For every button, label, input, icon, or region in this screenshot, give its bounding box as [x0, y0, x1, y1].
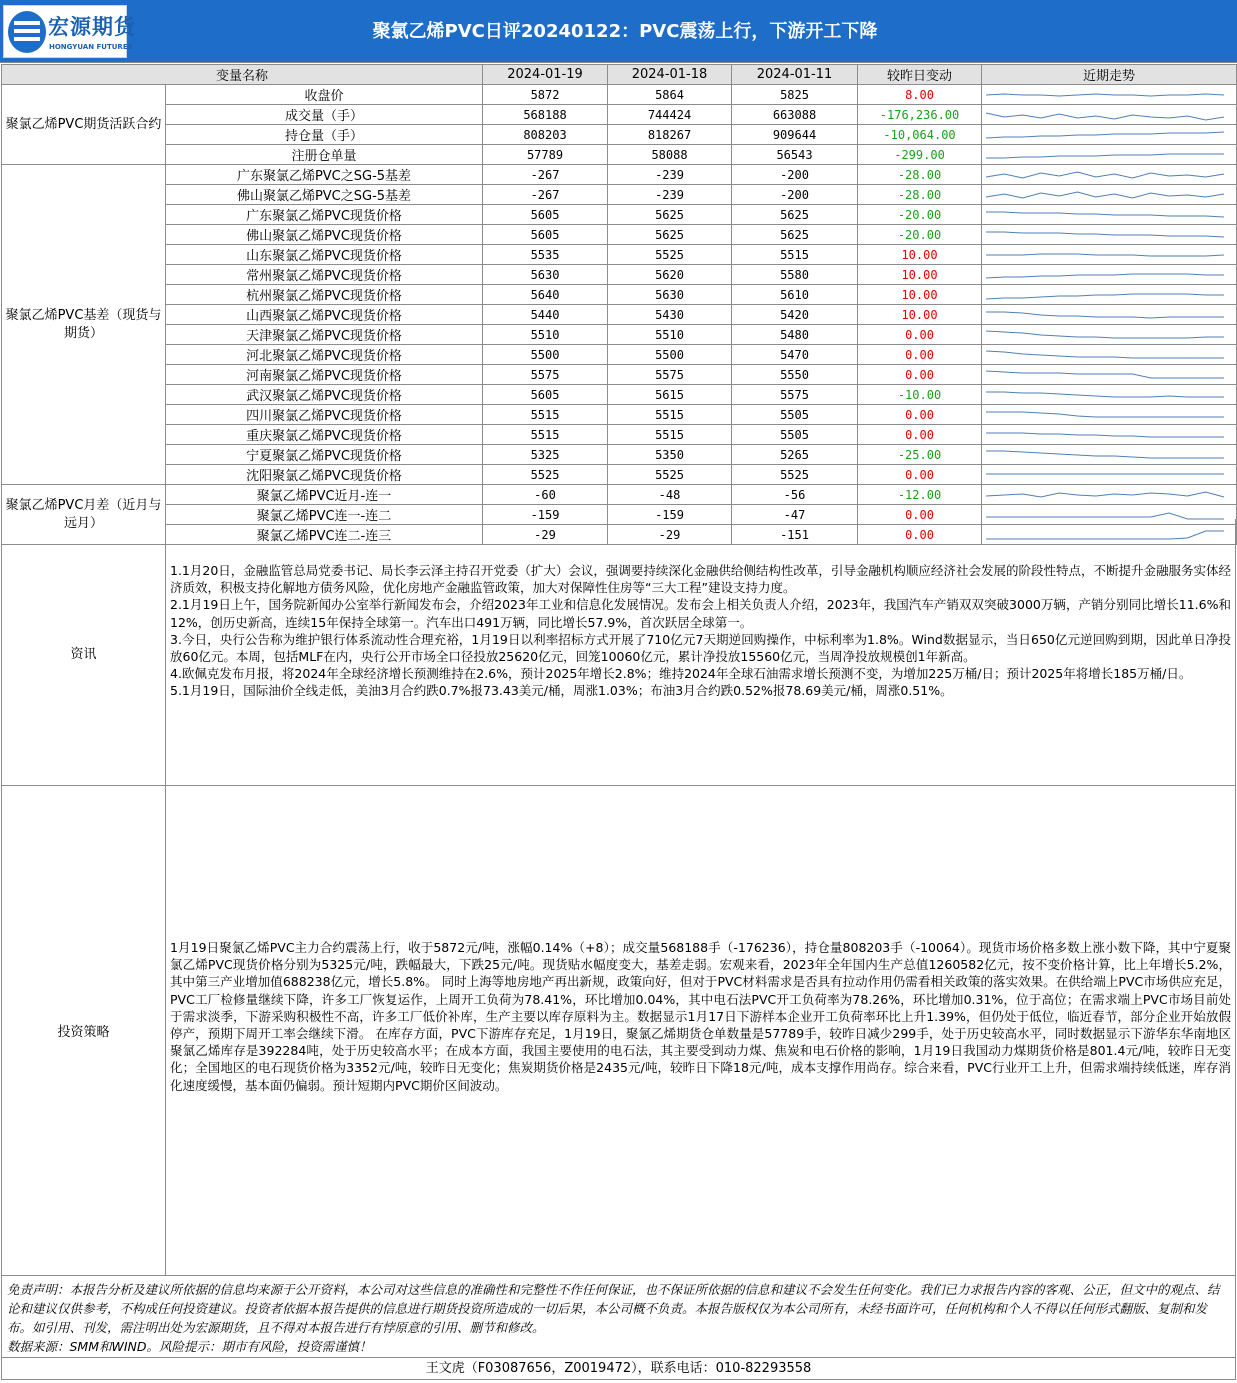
table-row [2, 205, 1237, 225]
variable-name: 注册仓单量 [166, 145, 483, 165]
value-date-3: 5625 [732, 225, 858, 245]
variable-name: 聚氯乙烯PVC连二-连三 [166, 525, 483, 545]
value-date-2: -239 [608, 185, 732, 205]
variable-name: 天津聚氯乙烯PVC现货价格 [166, 325, 483, 345]
trend-sparkline [982, 185, 1237, 205]
daily-change: 0.00 [858, 525, 982, 545]
value-date-3: 5265 [732, 445, 858, 465]
logo-name: 宏源期货 [48, 15, 136, 39]
daily-change: 0.00 [858, 325, 982, 345]
table-row [2, 85, 1237, 105]
sparkline-icon [982, 286, 1226, 304]
value-date-1: -60 [483, 485, 608, 505]
value-date-1: 5575 [483, 365, 608, 385]
value-date-2: 5575 [608, 365, 732, 385]
value-date-3: -47 [732, 505, 858, 525]
daily-change: -10.00 [858, 385, 982, 405]
value-date-1: -159 [483, 505, 608, 525]
trend-sparkline [982, 445, 1237, 465]
variable-name: 聚氯乙烯PVC连一-连二 [166, 505, 483, 525]
news-section [1, 519, 1236, 786]
value-date-3: 663088 [732, 105, 858, 125]
sparkline-icon [982, 466, 1226, 484]
table-row [2, 185, 1237, 205]
daily-change: -12.00 [858, 485, 982, 505]
sparkline-icon [982, 86, 1226, 104]
value-date-2: 5864 [608, 85, 732, 105]
value-date-3: -151 [732, 525, 858, 545]
category-label: 聚氯乙烯PVC期货活跃合约 [2, 85, 166, 165]
variable-name: 佛山聚氯乙烯PVC之SG-5基差 [166, 185, 483, 205]
column-header-trend: 近期走势 [982, 65, 1237, 85]
news-body [170, 562, 1231, 700]
value-date-1: 5640 [483, 285, 608, 305]
variable-name: 聚氯乙烯PVC近月-连一 [166, 485, 483, 505]
table-row [2, 165, 1237, 185]
value-date-3: -56 [732, 485, 858, 505]
value-date-3: 5825 [732, 85, 858, 105]
value-date-2: 5525 [608, 245, 732, 265]
value-date-3: -200 [732, 165, 858, 185]
value-date-2: 5525 [608, 465, 732, 485]
daily-change: 10.00 [858, 265, 982, 285]
daily-change: -176,236.00 [858, 105, 982, 125]
trend-sparkline [982, 125, 1237, 145]
data-table [1, 64, 1237, 545]
column-header-date-1: 2024-01-19 [483, 65, 608, 85]
value-date-1: 5515 [483, 425, 608, 445]
value-date-1: 57789 [483, 145, 608, 165]
trend-sparkline [982, 165, 1237, 185]
sparkline-icon [982, 406, 1226, 424]
value-date-2: -159 [608, 505, 732, 525]
trend-sparkline [982, 385, 1237, 405]
daily-change: 10.00 [858, 245, 982, 265]
table-row [2, 265, 1237, 285]
news-item: 4.欧佩克发布月报，将2024年全球经济增长预测维持在2.6%，预计2025年增长2.8%；维持2024年全球石油需求增长预测不变，为增加225万桶/日；预计2025年将增长185万桶/日。 [170, 666, 1192, 682]
value-date-1: 5500 [483, 345, 608, 365]
value-date-3: 5610 [732, 285, 858, 305]
value-date-2: 5625 [608, 225, 732, 245]
trend-sparkline [982, 425, 1237, 445]
variable-name: 常州聚氯乙烯PVC现货价格 [166, 265, 483, 285]
news-label: 资讯 [2, 519, 166, 785]
daily-change: 0.00 [858, 405, 982, 425]
value-date-2: 818267 [608, 125, 732, 145]
value-date-2: 5430 [608, 305, 732, 325]
value-date-2: -239 [608, 165, 732, 185]
sparkline-icon [982, 206, 1226, 224]
value-date-2: 58088 [608, 145, 732, 165]
sparkline-icon [982, 386, 1226, 404]
trend-sparkline [982, 285, 1237, 305]
table-row [2, 485, 1237, 505]
variable-name: 河南聚氯乙烯PVC现货价格 [166, 365, 483, 385]
table-row [2, 325, 1237, 345]
daily-change: -25.00 [858, 445, 982, 465]
value-date-1: -29 [483, 525, 608, 545]
value-date-3: 5505 [732, 425, 858, 445]
sparkline-icon [982, 166, 1226, 184]
table-row [2, 405, 1237, 425]
value-date-3: 5525 [732, 465, 858, 485]
column-header-variable: 变量名称 [2, 65, 483, 85]
trend-sparkline [982, 405, 1237, 425]
value-date-3: 56543 [732, 145, 858, 165]
table-row [2, 445, 1237, 465]
daily-change: -10,064.00 [858, 125, 982, 145]
sparkline-icon [982, 446, 1226, 464]
variable-name: 杭州聚氯乙烯PVC现货价格 [166, 285, 483, 305]
value-date-3: 5470 [732, 345, 858, 365]
value-date-3: 5515 [732, 245, 858, 265]
table-row [2, 105, 1237, 125]
logo-subtitle: HONGYUAN FUTURES [49, 43, 133, 51]
strategy-label: 投资策略 [2, 786, 166, 1275]
variable-name: 成交量（手） [166, 105, 483, 125]
value-date-1: 5605 [483, 205, 608, 225]
value-date-1: 5325 [483, 445, 608, 465]
variable-name: 佛山聚氯乙烯PVC现货价格 [166, 225, 483, 245]
value-date-3: 5625 [732, 205, 858, 225]
daily-change: -28.00 [858, 185, 982, 205]
category-label: 聚氯乙烯PVC月差（近月与远月） [2, 485, 166, 545]
value-date-1: 5630 [483, 265, 608, 285]
value-date-3: 5505 [732, 405, 858, 425]
value-date-1: -267 [483, 165, 608, 185]
value-date-2: 5500 [608, 345, 732, 365]
variable-name: 沈阳聚氯乙烯PVC现货价格 [166, 465, 483, 485]
daily-change: 10.00 [858, 305, 982, 325]
variable-name: 武汉聚氯乙烯PVC现货价格 [166, 385, 483, 405]
daily-change: 0.00 [858, 465, 982, 485]
daily-change: -20.00 [858, 205, 982, 225]
variable-name: 持仓量（手） [166, 125, 483, 145]
news-item: 1.1月20日，金融监管总局党委书记、局长李云泽主持召开党委（扩大）会议，强调要持续深化金融供给侧结构性改革，引导金融机构顺应经济社会发展的阶段性特点，不断提升金融服务实体经济质效，积极支持化解地方债务风险，优化房地产金融监管政策，加大对保障性住房等“三大工程”建设支持力度。 [170, 563, 1231, 596]
value-date-1: 5872 [483, 85, 608, 105]
daily-change: -28.00 [858, 165, 982, 185]
daily-change: -20.00 [858, 225, 982, 245]
trend-sparkline [982, 245, 1237, 265]
value-date-2: 5515 [608, 425, 732, 445]
value-date-2: 5515 [608, 405, 732, 425]
trend-sparkline [982, 225, 1237, 245]
news-item: 3.今日，央行公告称为维护银行体系流动性合理充裕，1月19日以利率招标方式开展了710亿元7天期逆回购操作，中标利率为1.8%。Wind数据显示，当日650亿元逆回购到期，因此单日净投放60亿元。本周，包括MLF在内，央行公开市场全口径投放25620亿元，回笼10060亿元，累计净投放15560亿元，当周净投放规模创1年新高。 [170, 631, 1231, 665]
trend-sparkline [982, 485, 1237, 505]
value-date-1: 5535 [483, 245, 608, 265]
strategy-body: 1月19日聚氯乙烯PVC主力合约震荡上行，收于5872元/吨，涨幅0.14%（+8）；成交量568188手（-176236），持仓量808203手（-10064）。现货市场价格多数上涨小数下降，其中宁夏聚氯乙烯PVC现货价格分别为5325元/吨，跌幅最大，下跌25元/吨。现货贴水幅度变大，基差走弱。宏观来看，2023年全年国内生产总值1260582亿元，按不变价格计算，比上年增长5.2%，其中第三产业增加值688238亿元，增长5.8%。 同时上海等地房地产再出新规，政策向好，但对于PVC材料需求是否具有拉动作用仍需看相关政策的落实效果。在供给端上PVC市场供应充足，PVC工厂检修量继续下降，许多工厂恢复运作，上周开工负荷为78.41%，环比增加0.04%，其中电石法PVC开工负荷率为78.26%，环比增加0.31%，位于高位；在需求端上PVC市场目前处于需求淡季，下游采购积极性不高，许多工厂低价补库，生产主要以库存原料为主。数据显示1月17日下游样本企业开工负荷率环比上升1.39%，但仍处于低位，临近春节，部分企业开始放假停产，预期下周开工率会继续下滑。 在库存方面，PVC下游库存充足，1月19日，聚氯乙烯期货仓单数量是57789手，较昨日减少299手，处于历史较高水平，同时数据显示下游华东华南地区聚氯乙烯库存是392284吨，处于历史较高水平；在成本方面，我国主要使用的电石法，其主要受到动力煤、焦炭和电石价格的影响，1月19日我国动力煤期货价格是801.4元/吨，较昨日无变化；全国地区的电石现货价格为3352元/吨，较昨日无变化；焦炭期货价格是2435元/吨，较昨日下降18元/吨，成本支撑作用尚存。综合来看，PVC行业开工上升，但需求端持续低迷，库存消化速度缓慢，基本面仍偏弱。预计短期内PVC期价区间波动。 [170, 940, 1231, 1093]
trend-sparkline [982, 325, 1237, 345]
table-row [2, 305, 1237, 325]
news-item: 5.1月19日，国际油价全线走低，美油3月合约跌0.7%报73.43美元/桶，周涨1.03%；布油3月合约跌0.52%报78.69美元/桶，周涨0.51%。 [170, 683, 953, 699]
daily-change: 10.00 [858, 285, 982, 305]
table-row [2, 385, 1237, 405]
sparkline-icon [982, 126, 1226, 144]
strategy-section [1, 786, 1236, 1276]
daily-change: 0.00 [858, 425, 982, 445]
column-header-change: 较昨日变动 [858, 65, 982, 85]
sparkline-icon [982, 106, 1226, 124]
daily-change: 8.00 [858, 85, 982, 105]
variable-name: 收盘价 [166, 85, 483, 105]
trend-sparkline [982, 145, 1237, 165]
table-row [2, 365, 1237, 385]
sparkline-icon [982, 266, 1226, 284]
news-item: 2.1月19日上午，国务院新闻办公室举行新闻发布会，介绍2023年工业和信息化发展情况。发布会上相关负责人介绍，2023年，我国汽车产销双双突破3000万辆，产销分别同比增长11.6%和12%，创历史新高，连续15年保持全球第一。汽车出口491万辆，同比增长57.9%，首次跃居全球第一。 [170, 597, 1231, 630]
trend-sparkline [982, 265, 1237, 285]
table-row [2, 425, 1237, 445]
sparkline-icon [982, 146, 1226, 164]
variable-name: 广东聚氯乙烯PVC现货价格 [166, 205, 483, 225]
analyst-contact: 王文虎（F03087656，Z0019472），联系电话：010-82293558 [1, 1358, 1236, 1380]
value-date-1: 5515 [483, 405, 608, 425]
daily-change: 0.00 [858, 345, 982, 365]
sparkline-icon [982, 226, 1226, 244]
sparkline-icon [982, 186, 1226, 204]
variable-name: 山东聚氯乙烯PVC现货价格 [166, 245, 483, 265]
trend-sparkline [982, 465, 1237, 485]
value-date-3: 909644 [732, 125, 858, 145]
company-logo [3, 5, 136, 58]
daily-change: -299.00 [858, 145, 982, 165]
daily-change: 0.00 [858, 365, 982, 385]
trend-sparkline [982, 345, 1237, 365]
value-date-1: 808203 [483, 125, 608, 145]
table-row [2, 465, 1237, 485]
table-row [2, 145, 1237, 165]
value-date-3: -200 [732, 185, 858, 205]
value-date-1: 5605 [483, 225, 608, 245]
category-label: 聚氯乙烯PVC基差（现货与期货） [2, 165, 166, 485]
sparkline-icon [982, 346, 1226, 364]
value-date-1: 5440 [483, 305, 608, 325]
sparkline-icon [982, 326, 1226, 344]
table-row [2, 225, 1237, 245]
table-row [2, 345, 1237, 365]
variable-name: 重庆聚氯乙烯PVC现货价格 [166, 425, 483, 445]
variable-name: 宁夏聚氯乙烯PVC现货价格 [166, 445, 483, 465]
table-row [2, 125, 1237, 145]
value-date-3: 5550 [732, 365, 858, 385]
table-header-row [2, 65, 1237, 85]
trend-sparkline [982, 105, 1237, 125]
value-date-3: 5480 [732, 325, 858, 345]
data-source-note: 数据来源：SMM和WIND。风险提示：期市有风险，投资需谨慎！ [7, 1339, 372, 1354]
variable-name: 河北聚氯乙烯PVC现货价格 [166, 345, 483, 365]
value-date-1: 568188 [483, 105, 608, 125]
value-date-2: 5510 [608, 325, 732, 345]
value-date-2: 5620 [608, 265, 732, 285]
value-date-2: 5350 [608, 445, 732, 465]
value-date-2: -29 [608, 525, 732, 545]
sparkline-icon [982, 486, 1226, 504]
disclaimer [1, 1276, 1236, 1358]
value-date-3: 5420 [732, 305, 858, 325]
value-date-3: 5580 [732, 265, 858, 285]
report-header [0, 0, 1237, 63]
value-date-2: 5625 [608, 205, 732, 225]
value-date-3: 5575 [732, 385, 858, 405]
value-date-1: 5525 [483, 465, 608, 485]
variable-name: 四川聚氯乙烯PVC现货价格 [166, 405, 483, 425]
table-body [2, 85, 1237, 545]
sparkline-icon [982, 306, 1226, 324]
table-row [2, 285, 1237, 305]
sparkline-icon [982, 246, 1226, 264]
disclaimer-text: 免责声明：本报告分析及建议所依据的信息均来源于公开资料，本公司对这些信息的准确性和完整性不作任何保证，也不保证所依据的信息和建议不会发生任何变化。我们已力求报告内容的客观、公正，但文中的观点、结论和建议仅供参考，不构成任何投资建议。投资者依据本报告提供的信息进行期货投资所造成的一切后果，本公司概不负责。本报告版权仅为本公司所有，未经书面许可，任何机构和个人不得以任何形式翻版、复制和发布。如引用、刊发，需注明出处为宏源期货，且不得对本报告进行有悖原意的引用、删节和修改。 [7, 1282, 1220, 1335]
trend-sparkline [982, 365, 1237, 385]
value-date-2: 744424 [608, 105, 732, 125]
sparkline-icon [982, 426, 1226, 444]
value-date-1: 5510 [483, 325, 608, 345]
trend-sparkline [982, 205, 1237, 225]
value-date-2: 5630 [608, 285, 732, 305]
column-header-date-3: 2024-01-11 [732, 65, 858, 85]
logo-emblem-icon [8, 11, 46, 53]
daily-change: 0.00 [858, 505, 982, 525]
variable-name: 山西聚氯乙烯PVC现货价格 [166, 305, 483, 325]
variable-name: 广东聚氯乙烯PVC之SG-5基差 [166, 165, 483, 185]
trend-sparkline [982, 305, 1237, 325]
value-date-1: 5605 [483, 385, 608, 405]
value-date-2: 5615 [608, 385, 732, 405]
trend-sparkline [982, 85, 1237, 105]
column-header-date-2: 2024-01-18 [608, 65, 732, 85]
value-date-2: -48 [608, 485, 732, 505]
table-row [2, 245, 1237, 265]
sparkline-icon [982, 366, 1226, 384]
report-title: 聚氯乙烯PVC日评20240122：PVC震荡上行，下游开工下降 [372, 21, 878, 42]
value-date-1: -267 [483, 185, 608, 205]
